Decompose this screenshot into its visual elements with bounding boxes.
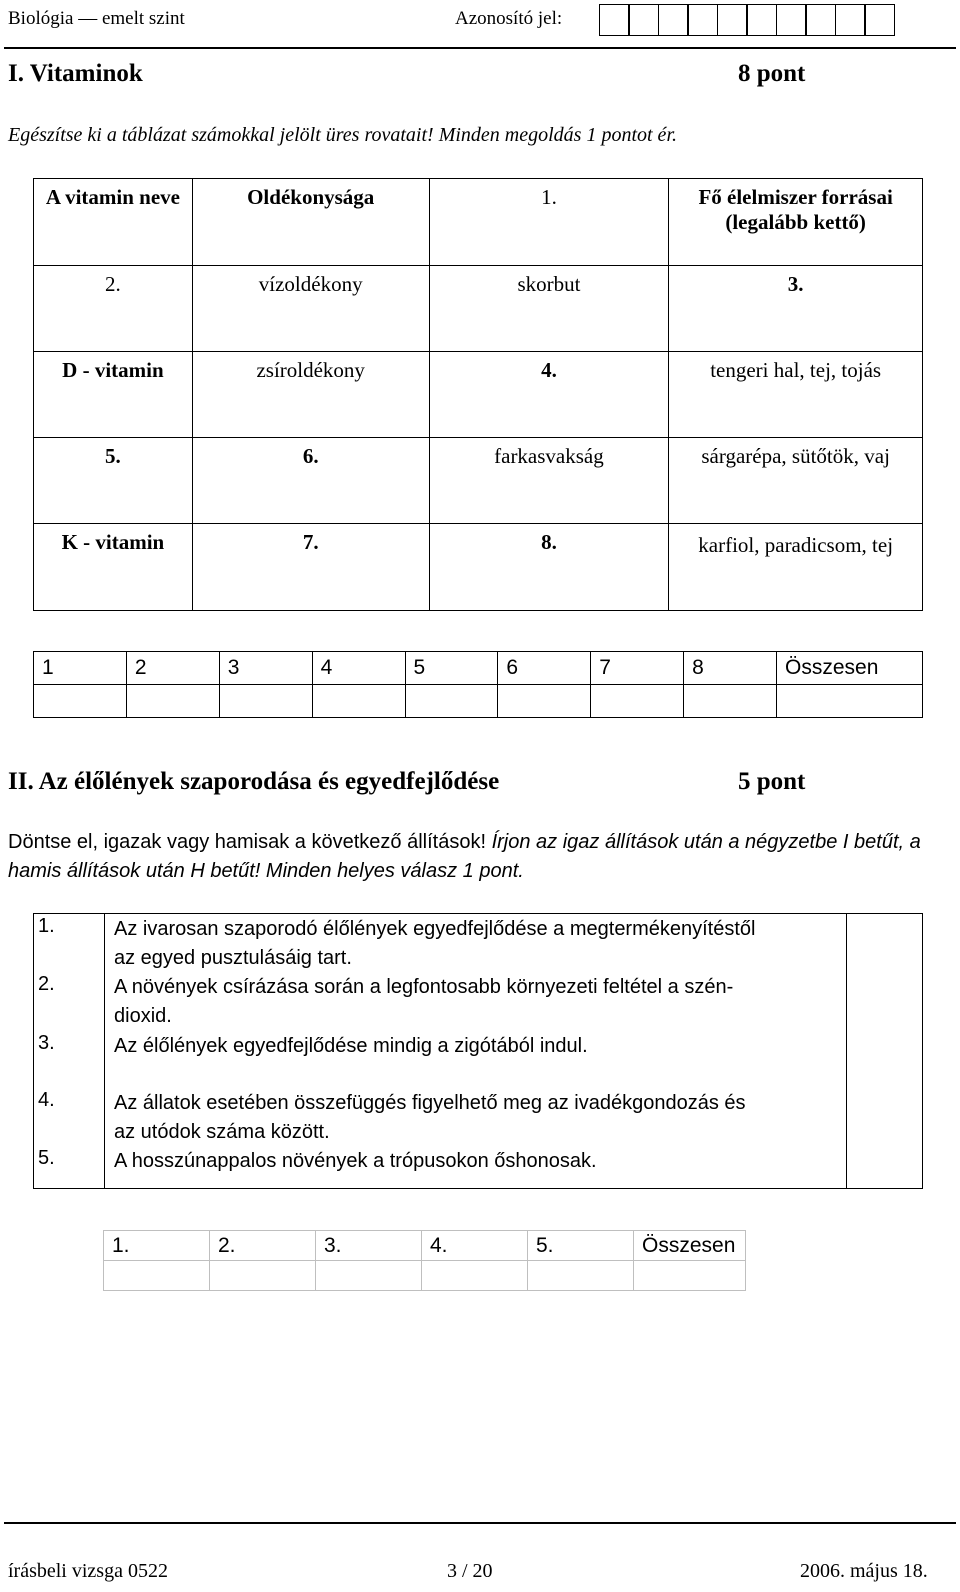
- score-cell[interactable]: [104, 1261, 210, 1291]
- score-table-2: [103, 1230, 746, 1291]
- table-cell: sárgarépa, sütőtök, vaj: [669, 438, 923, 524]
- statement-text: [114, 973, 733, 1031]
- footer-rule: [4, 1522, 956, 1524]
- statement-line: Az állatok esetében összefüggés figyelhető meg az ivadékgondozás és: [114, 1092, 746, 1114]
- score-label: 5: [405, 652, 498, 685]
- header-rule: [4, 47, 956, 49]
- score-table-1: [33, 651, 923, 718]
- score-label: 3.: [316, 1231, 422, 1261]
- answer-box[interactable]: [846, 1087, 923, 1145]
- score-cell[interactable]: [312, 685, 405, 718]
- table-cell: 5.: [34, 438, 193, 524]
- statement-text: [114, 915, 755, 973]
- score-label: Összesen: [634, 1231, 746, 1261]
- table-cell: tengeri hal, tej, tojás: [669, 352, 923, 438]
- section1-title: I. Vitaminok: [8, 60, 143, 87]
- table-cell: 3.: [669, 266, 923, 352]
- instruction-italic: Írjon az igaz állítások után a négyzetbe I betűt, a hamis állítások után H betűt! Minden helyes válasz 1 pont.: [8, 831, 921, 882]
- score-cell[interactable]: [422, 1261, 528, 1291]
- table-cell: 4.: [429, 352, 669, 438]
- id-label: Azonosító jel:: [455, 8, 563, 29]
- statement-line: A hosszúnappalos növények a trópusokon őshonosak.: [114, 1150, 597, 1172]
- statement-line: az utódok száma között.: [114, 1121, 330, 1143]
- score-cell[interactable]: [498, 685, 591, 718]
- score-cell[interactable]: [591, 685, 684, 718]
- id-box[interactable]: [658, 4, 689, 36]
- score-cell[interactable]: [34, 685, 127, 718]
- score-label: 2: [126, 652, 219, 685]
- header-title: Biológia — emelt szint: [8, 8, 185, 29]
- header-cell: Fő élelmiszer forrásai (legalább kettő): [669, 179, 923, 266]
- statement-text: [114, 1147, 597, 1176]
- score-label: 4: [312, 652, 405, 685]
- score-label: 1: [34, 652, 127, 685]
- statement-num: 2.: [38, 973, 55, 995]
- statement-num: 5.: [38, 1147, 55, 1169]
- id-box[interactable]: [776, 4, 807, 36]
- id-box[interactable]: [835, 4, 866, 36]
- id-box[interactable]: [687, 4, 718, 36]
- score-cell[interactable]: [684, 685, 777, 718]
- section2-points: 5 pont: [738, 768, 806, 795]
- table-cell: skorbut: [429, 266, 669, 352]
- statement-line: Az ivarosan szaporodó élőlények egyedfejlődése a megtermékenyítéstől: [114, 918, 756, 940]
- score-cell[interactable]: [634, 1261, 746, 1291]
- answer-box[interactable]: [846, 971, 923, 1029]
- statement-text: [114, 1089, 746, 1147]
- section1-points: 8 pont: [738, 60, 806, 87]
- table-cell: zsíroldékony: [192, 352, 429, 438]
- score-cell[interactable]: [405, 685, 498, 718]
- score-cell[interactable]: [210, 1261, 316, 1291]
- score-label: 8: [684, 652, 777, 685]
- statement-num: 3.: [38, 1032, 55, 1054]
- score-label: 6: [498, 652, 591, 685]
- id-box[interactable]: [628, 4, 659, 36]
- id-box[interactable]: [864, 4, 895, 36]
- score-label: 5.: [528, 1231, 634, 1261]
- col-divider: [104, 913, 105, 1189]
- statement-num: 4.: [38, 1089, 55, 1111]
- header-cell: Oldékonysága: [192, 179, 429, 266]
- table-cell: D - vitamin: [34, 352, 193, 438]
- score-cell[interactable]: [126, 685, 219, 718]
- table-cell: 2.: [34, 266, 193, 352]
- score-cell[interactable]: [316, 1261, 422, 1291]
- vitamin-table: [33, 178, 923, 611]
- section2-title: II. Az élőlények szaporodása és egyedfejlődése: [8, 768, 500, 795]
- section2-instruction: [8, 828, 948, 886]
- instruction-normal: Döntse el, igazak vagy hamisak a következő állítások!: [8, 831, 492, 853]
- table-cell: karfiol, paradicsom, tej: [669, 524, 923, 611]
- answer-box[interactable]: [846, 1145, 923, 1189]
- id-box[interactable]: [746, 4, 777, 36]
- footer-date: 2006. május 18.: [800, 1560, 928, 1582]
- id-box[interactable]: [599, 4, 630, 36]
- statement-line: az egyed pusztulásáig tart.: [114, 947, 352, 969]
- score-cell[interactable]: [528, 1261, 634, 1291]
- id-box[interactable]: [805, 4, 836, 36]
- answer-box[interactable]: [846, 913, 923, 971]
- score-label: 7: [591, 652, 684, 685]
- table-cell: 6.: [192, 438, 429, 524]
- score-cell[interactable]: [777, 685, 923, 718]
- score-label: 4.: [422, 1231, 528, 1261]
- statement-line: dioxid.: [114, 1005, 172, 1027]
- footer-left: írásbeli vizsga 0522: [8, 1560, 168, 1582]
- answer-box[interactable]: [846, 1029, 923, 1087]
- table-cell: 8.: [429, 524, 669, 611]
- score-label: Összesen: [777, 652, 923, 685]
- table-cell: farkasvakság: [429, 438, 669, 524]
- score-label: 3: [219, 652, 312, 685]
- statement-text: [114, 1032, 588, 1061]
- table-cell: K - vitamin: [34, 524, 193, 611]
- footer-page: 3 / 20: [447, 1560, 493, 1582]
- header-cell: 1.: [429, 179, 669, 266]
- statement-line: Az élőlények egyedfejlődése mindig a zigótából indul.: [114, 1035, 588, 1057]
- id-boxes: [600, 4, 895, 36]
- score-label: 2.: [210, 1231, 316, 1261]
- table-cell: vízoldékony: [192, 266, 429, 352]
- table-cell: 7.: [192, 524, 429, 611]
- statement-num: 1.: [38, 915, 55, 937]
- score-label: 1.: [104, 1231, 210, 1261]
- statement-line: A növények csírázása során a legfontosabb környezeti feltétel a szén-: [114, 976, 734, 998]
- id-box[interactable]: [717, 4, 748, 36]
- section1-instruction: Egészítse ki a táblázat számokkal jelölt üres rovatait! Minden megoldás 1 pontot ér.: [8, 124, 678, 146]
- score-cell[interactable]: [219, 685, 312, 718]
- header-cell: A vitamin neve: [34, 179, 193, 266]
